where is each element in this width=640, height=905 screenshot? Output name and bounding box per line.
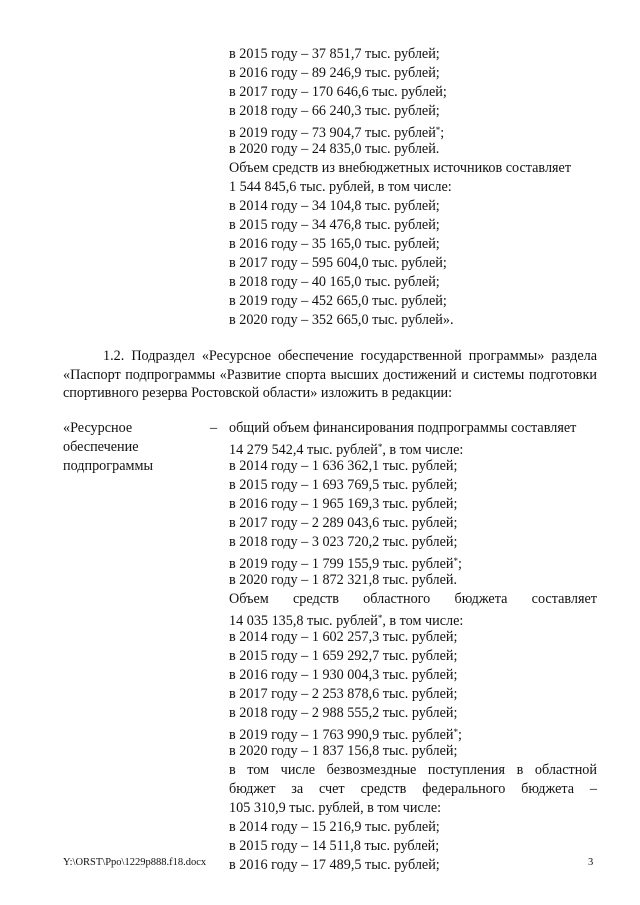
extrabudget-year: в 2015 году – 34 476,8 тыс. рублей;	[229, 217, 440, 233]
regional-year: в 2018 году – 2 988 555,2 тыс. рублей;	[229, 705, 458, 721]
regional-amount: 14 035 135,8 тыс. рублей	[229, 613, 378, 629]
total-year	[229, 552, 597, 573]
word: средств	[292, 591, 339, 607]
federal-year: в 2015 году – 14 511,8 тыс. рублей;	[229, 838, 440, 854]
extrabudget-year: в 2017 году – 595 604,0 тыс. рублей;	[229, 255, 447, 271]
total-year: в 2018 году – 3 023 720,2 тыс. рублей;	[229, 534, 458, 550]
regional-year: в 2016 году – 1 930 004,3 тыс. рублей;	[229, 667, 458, 683]
section-paragraph: 1.2. Подраздел «Ресурсное обеспечение государственной программы» раздела «Паспорт подпрограммы «Развитие спорта высших достижений и системы подготовки спортивного резерва Ростовской области» изложить в редакции:	[63, 348, 597, 401]
word: составляет	[531, 591, 597, 607]
funding-line: в 2018 году – 66 240,3 тыс. рублей;	[229, 103, 440, 119]
word: бюджета	[454, 591, 508, 607]
total-year-text: в 2019 году – 1 799 155,9 тыс. рублей	[229, 556, 454, 572]
word: Объем	[229, 591, 269, 607]
regional-year	[229, 723, 597, 744]
extrabudget-line2: 1 544 845,6 тыс. рублей, в том числе:	[229, 179, 452, 195]
extrabudget-year: в 2016 году – 35 165,0 тыс. рублей;	[229, 236, 440, 252]
regional-year: в 2020 году – 1 837 156,8 тыс. рублей;	[229, 743, 458, 759]
total-amount: 14 279 542,4 тыс. рублей	[229, 442, 378, 458]
footnote-mark: *	[377, 442, 383, 452]
total-line2	[229, 438, 597, 459]
federal-line3: 105 310,9 тыс. рублей, в том числе:	[229, 800, 442, 816]
punct: ;	[458, 727, 462, 743]
regional-year: в 2017 году – 2 253 878,6 тыс. рублей;	[229, 686, 458, 702]
regional-year: в 2014 году – 1 602 257,3 тыс. рублей;	[229, 629, 458, 645]
funding-text: в 2019 году – 73 904,7 тыс. рублей	[229, 125, 436, 141]
resource-label: обеспечение	[63, 439, 139, 455]
resource-label: «Ресурсное	[63, 420, 133, 436]
extrabudget-year: в 2014 году – 34 104,8 тыс. рублей;	[229, 198, 440, 214]
footnote-mark: *	[453, 727, 459, 737]
regional-line2	[229, 609, 597, 630]
footnote-mark: *	[453, 556, 459, 566]
total-line1: общий объем финансирования подпрограммы составляет	[229, 420, 577, 436]
funding-line: в 2020 году – 24 835,0 тыс. рублей.	[229, 141, 440, 157]
funding-line: в 2015 году – 37 851,7 тыс. рублей;	[229, 46, 440, 62]
resource-label: подпрограммы	[63, 458, 153, 474]
extrabudget-year: в 2018 году – 40 165,0 тыс. рублей;	[229, 274, 440, 290]
footer-file-path: Y:\ORST\Ppo\1229p888.f18.docx	[63, 857, 207, 868]
extrabudget-year: в 2020 году – 352 665,0 тыс. рублей».	[229, 312, 454, 328]
funding-line: в 2016 году – 89 246,9 тыс. рублей;	[229, 65, 440, 81]
total-year: в 2020 году – 1 872 321,8 тыс. рублей.	[229, 572, 458, 588]
label-dash: –	[210, 420, 218, 436]
page-number: 3	[588, 857, 594, 868]
total-year: в 2016 году – 1 965 169,3 тыс. рублей;	[229, 496, 458, 512]
punct: ;	[440, 125, 445, 141]
federal-line1: в том числе безвозмездные поступления в областной	[229, 762, 597, 778]
federal-year: в 2016 году – 17 489,5 тыс. рублей;	[229, 857, 440, 873]
footnote-mark: *	[435, 125, 441, 135]
total-year: в 2014 году – 1 636 362,1 тыс. рублей;	[229, 458, 458, 474]
word: областного	[363, 591, 431, 607]
funding-line: в 2017 году – 170 646,6 тыс. рублей;	[229, 84, 447, 100]
total-year: в 2015 году – 1 693 769,5 тыс. рублей;	[229, 477, 458, 493]
regional-suffix: , в том числе:	[382, 613, 464, 629]
funding-line	[229, 121, 597, 142]
regional-year-text: в 2019 году – 1 763 990,9 тыс. рублей	[229, 727, 454, 743]
extrabudget-year: в 2019 году – 452 665,0 тыс. рублей;	[229, 293, 447, 309]
federal-year: в 2014 году – 15 216,9 тыс. рублей;	[229, 819, 440, 835]
total-year: в 2017 году – 2 289 043,6 тыс. рублей;	[229, 515, 458, 531]
regional-year: в 2015 году – 1 659 292,7 тыс. рублей;	[229, 648, 458, 664]
punct: ;	[458, 556, 462, 572]
regional-line1	[229, 590, 597, 608]
footnote-mark: *	[377, 613, 383, 623]
extrabudget-line1: Объем средств из внебюджетных источников составляет	[229, 160, 572, 176]
total-suffix: , в том числе:	[382, 442, 464, 458]
federal-line2: бюджет за счет средств федерального бюджета –	[229, 781, 597, 797]
